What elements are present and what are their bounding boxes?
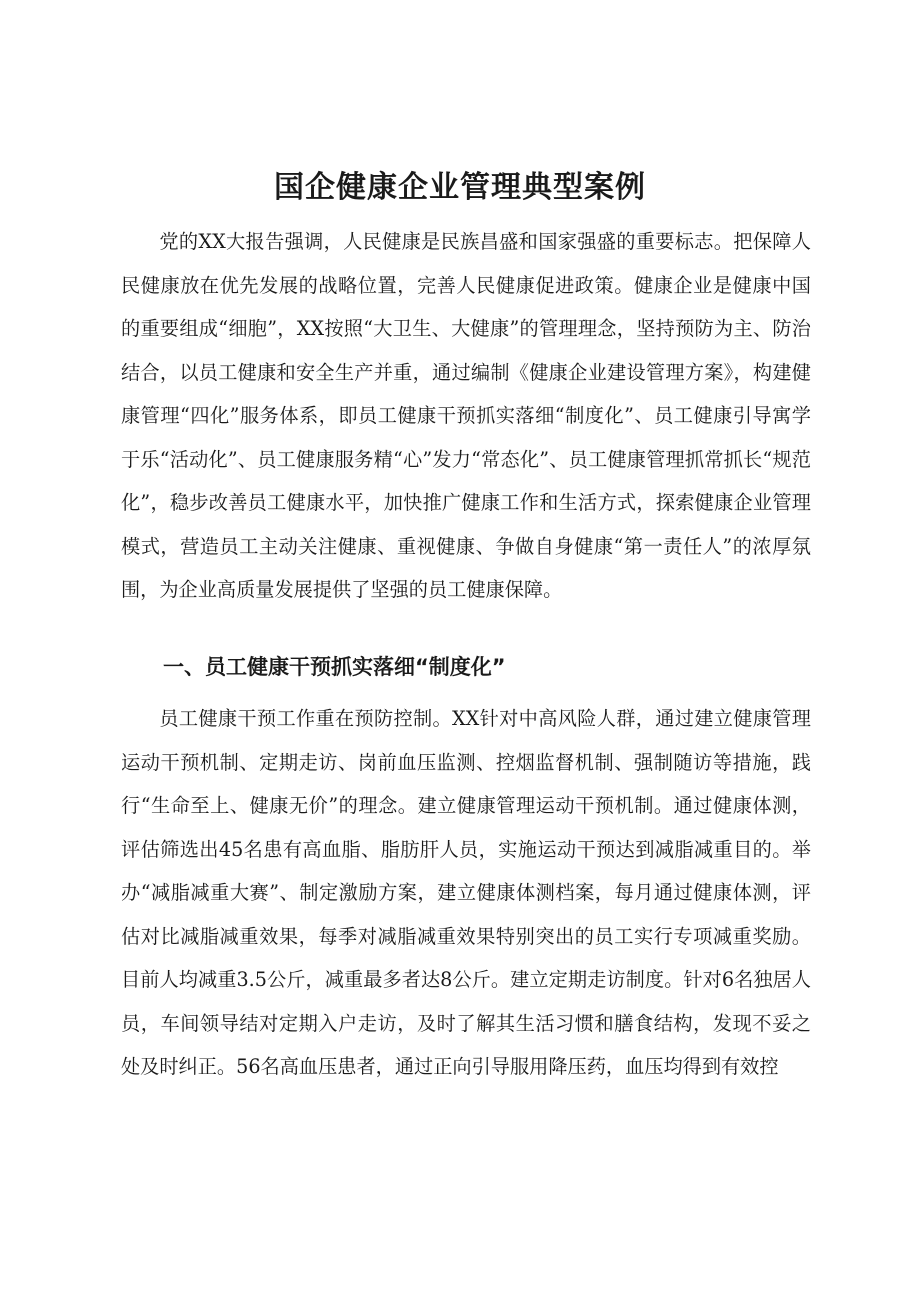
section-heading: 一、员工健康干预抓实落细“制度化”: [163, 655, 506, 679]
intro-section: [121, 220, 811, 612]
document-title: 国企健康企业管理典型案例: [274, 170, 646, 205]
intro-paragraph: 党的XX大报告强调，人民健康是民族昌盛和国家强盛的重要标志。把保障人民健康放在优先发展的战略位置，完善人民健康促进政策。健康企业是健康中国的重要组成“细胞”，XX按照“大卫生、大健康”的管理理念，坚持预防为主、防治结合，以员工健康和安全生产并重，通过编制《健康企业建设管理方案》，构建健康管理“四化”服务体系，即员工健康干预抓实落细“制度化”、员工健康引导寓学于乐“活动化”、员工健康服务精“心”发力“常态化”、员工健康管理抓常抓长“规范化”，稳步改善员工健康水平，加快推广健康工作和生活方式，探索健康企业管理模式，营造员工主动关注健康、重视健康、争做自身健康“第一责任人”的浓厚氛围，为企业高质量发展提供了坚强的员工健康保障。: [121, 230, 811, 601]
section-body: [121, 697, 811, 1089]
section-paragraph: 员工健康干预工作重在预防控制。XX针对中高风险人群，通过建立健康管理运动干预机制、定期走访、岗前血压监测、控烟监督机制、强制随访等措施，践行“生命至上、健康无价”的理念。建立健康管理运动干预机制。通过健康体测，评估筛选出45名患有高血脂、脂肪肝人员，实施运动干预达到减脂减重目的。举办“减脂减重大赛”、制定激励方案，建立健康体测档案，每月通过健康体测，评估对比减脂减重效果，每季对减脂减重效果特别突出的员工实行专项减重奖励。目前人均减重3.5公斤，减重最多者达8公斤。建立定期走访制度。针对6名独居人员，车间领导结对定期入户走访，及时了解其生活习惯和膳食结构，发现不妥之处及时纠正。56名高血压患者，通过正向引导服用降压药，血压均得到有效控: [121, 707, 811, 1078]
